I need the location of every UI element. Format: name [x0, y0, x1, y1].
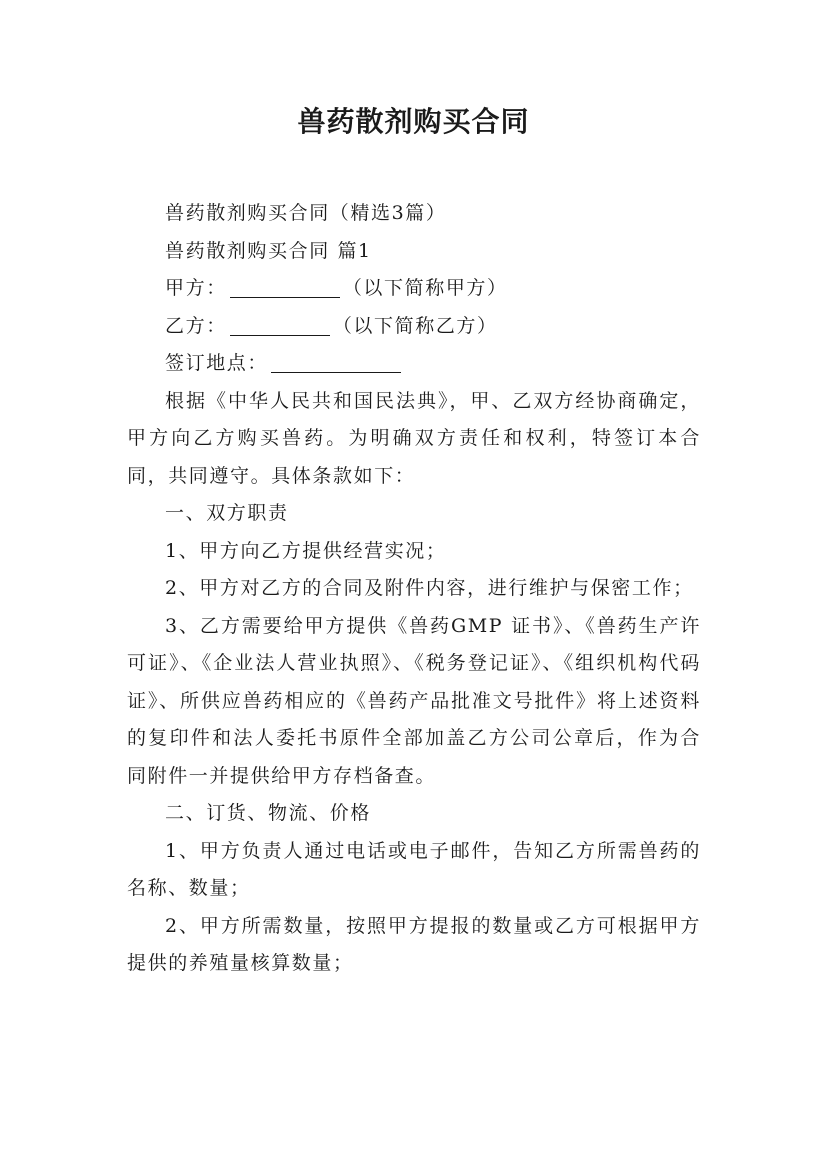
party-a-line	[127, 270, 701, 308]
sign-place-label: 签订地点：	[165, 352, 269, 374]
party-a-suffix: （以下简称甲方）	[342, 277, 508, 299]
intro-paragraph: 根据《中华人民共和国民法典》，甲、乙双方经协商确定，甲方向乙方购买兽药。为明确双方责任和权利，特签订本合同，共同遵守。具体条款如下：	[127, 389, 701, 487]
document-title: 兽药散剂购买合同	[297, 105, 530, 138]
document-subtitle: 兽药散剂购买合同（精选3篇）	[165, 202, 447, 224]
party-b-label: 乙方：	[165, 314, 227, 337]
section-2-item: 1、甲方负责人通过电话或电子邮件，告知乙方所需兽药的名称、数量；	[127, 839, 701, 899]
section-1-item: 1、甲方向乙方提供经营实况；	[165, 539, 447, 562]
party-b-suffix: （以下简称乙方）	[332, 314, 498, 337]
section-2-item: 2、甲方所需数量，按照甲方提报的数量或乙方可根据甲方提供的养殖量核算数量；	[127, 914, 701, 974]
section-1-item: 3、乙方需要给甲方提供《兽药GMP 证书》、《兽药生产许可证》、《企业法人营业执照》、《税务登记证》、《组织机构代码证》、所供应兽药相应的《兽药产品批准文号批件》将上述资料的复印件和法人委托书原件全部加盖乙方公司公章后，作为合同附件一并提供给甲方存档备查。	[127, 614, 701, 787]
sign-place-blank	[271, 350, 401, 373]
party-b-line	[127, 308, 701, 346]
party-b-blank	[230, 313, 330, 336]
section-heading: 兽药散剂购买合同 篇1	[165, 239, 372, 262]
party-a-blank	[230, 275, 340, 298]
sign-place-line	[127, 345, 701, 383]
section-2-heading: 二、订货、物流、价格	[165, 802, 372, 824]
party-a-label: 甲方：	[165, 277, 227, 299]
section-1-item: 2、甲方对乙方的合同及附件内容，进行维护与保密工作；	[165, 577, 694, 599]
section-1-heading: 一、双方职责	[165, 502, 289, 524]
document-body	[127, 195, 701, 983]
